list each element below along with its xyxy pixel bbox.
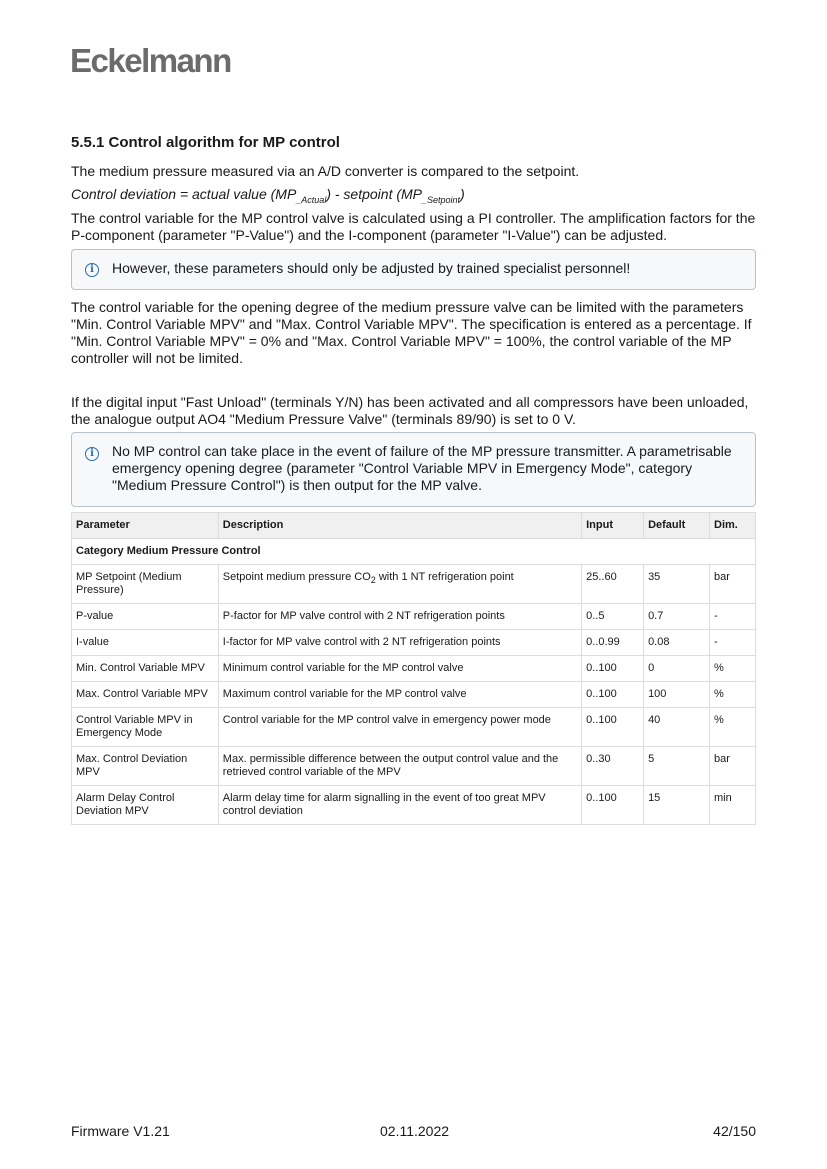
cell-input: 0..30 <box>582 747 644 786</box>
section-heading: 5.5.1 Control algorithm for MP control <box>71 134 340 151</box>
cell-desc: Minimum control variable for the MP control valve <box>218 656 581 682</box>
cell-default: 15 <box>644 786 710 825</box>
cell-dim: - <box>710 604 756 630</box>
table-row <box>72 565 756 604</box>
desc-text: with 1 NT refrigeration point <box>375 571 514 583</box>
footer-page: 42/150 <box>713 1123 756 1139</box>
cell-param: MP Setpoint (Medium Pressure) <box>72 565 219 604</box>
formula-text: ) - setpoint (MP <box>326 186 423 202</box>
cell-dim: - <box>710 630 756 656</box>
cell-desc: Alarm delay time for alarm signalling in the event of too great MPV control deviation <box>218 786 581 825</box>
table-row <box>72 747 756 786</box>
cell-param: Control Variable MPV in Emergency Mode <box>72 708 219 747</box>
col-header: Default <box>644 513 710 539</box>
col-header: Parameter <box>72 513 219 539</box>
cell-input: 25..60 <box>582 565 644 604</box>
formula-sub: _Setpoint <box>422 194 461 205</box>
cell-default: 0.08 <box>644 630 710 656</box>
info-note <box>71 432 756 507</box>
paragraph-limits: The control variable for the opening degree of the medium pressure valve can be limited with the parameters "Min. Control Variable MPV" and "Max. Control Variable MPV". The specification is entered as a percentage. If "Min. Control Variable MPV" = 0% and "Max. Control Variable MPV" = 100%, the control variable of the MP controller will not be limited. <box>71 299 752 366</box>
cell-desc: Maximum control variable for the MP control valve <box>218 682 581 708</box>
cell-param: Min. Control Variable MPV <box>72 656 219 682</box>
cell-default: 0 <box>644 656 710 682</box>
desc-text: Setpoint medium pressure CO <box>222 571 371 583</box>
cell-input: 0..100 <box>582 786 644 825</box>
paragraph-intro: The medium pressure measured via an A/D converter is compared to the setpoint. <box>71 163 580 179</box>
table-row <box>72 708 756 747</box>
logo: Eckelmann <box>70 42 231 79</box>
formula <box>71 186 465 209</box>
paragraph-fast-unload: If the digital input "Fast Unload" (terminals Y/N) has been activated and all compressors have been unloaded, the analogue output AO4 "Medium Pressure Valve" (terminals 89/90) is set to 0 V. <box>71 394 749 427</box>
col-header: Description <box>218 513 581 539</box>
table-row <box>72 604 756 630</box>
col-header: Input <box>582 513 644 539</box>
desc-sub: 2 <box>370 575 376 586</box>
cell-input: 0..100 <box>582 682 644 708</box>
cell-param: Max. Control Deviation MPV <box>72 747 219 786</box>
cell-dim: % <box>710 708 756 747</box>
table-row <box>72 630 756 656</box>
col-header: Dim. <box>710 513 756 539</box>
formula-text: Control deviation = actual value (MP <box>71 186 297 202</box>
cell-param: I-value <box>72 630 219 656</box>
cell-default: 100 <box>644 682 710 708</box>
table-row <box>72 786 756 825</box>
footer-date: 02.11.2022 <box>380 1123 450 1139</box>
info-note <box>71 249 756 290</box>
cell-input: 0..5 <box>582 604 644 630</box>
footer-firmware: Firmware V1.21 <box>71 1123 170 1139</box>
note-text: No MP control can take place in the event of failure of the MP pressure transmitter. A parametrisable emergency opening degree (parameter "Control Variable MPV in Emergency Mode", category "Medium Pressure Control") is then output for the MP valve. <box>112 443 732 493</box>
info-icon: i <box>85 263 99 277</box>
table-header <box>72 513 756 539</box>
formula-text: ) <box>460 186 465 202</box>
table-row <box>72 656 756 682</box>
cell-desc: P-factor for MP valve control with 2 NT refrigeration points <box>218 604 581 630</box>
note-text: However, these parameters should only be adjusted by trained specialist personnel! <box>112 260 631 276</box>
table-row <box>72 682 756 708</box>
cell-default: 0.7 <box>644 604 710 630</box>
cell-dim: bar <box>710 565 756 604</box>
cell-default: 5 <box>644 747 710 786</box>
cell-input: 0..100 <box>582 656 644 682</box>
cell-default: 40 <box>644 708 710 747</box>
cell-dim: min <box>710 786 756 825</box>
cell-dim: % <box>710 682 756 708</box>
cell-desc: Control variable for the MP control valve in emergency power mode <box>218 708 581 747</box>
formula-sub: _Actual <box>296 194 327 205</box>
info-icon: i <box>85 447 99 461</box>
cell-input: 0..100 <box>582 708 644 747</box>
cell-param: Max. Control Variable MPV <box>72 682 219 708</box>
cell-input: 0..0.99 <box>582 630 644 656</box>
cell-dim: % <box>710 656 756 682</box>
cell-dim: bar <box>710 747 756 786</box>
cell-param: P-value <box>72 604 219 630</box>
parameter-table <box>71 512 756 825</box>
cell-param: Alarm Delay Control Deviation MPV <box>72 786 219 825</box>
cell-desc: Max. permissible difference between the output control value and the retrieved control variable of the MPV <box>218 747 581 786</box>
category-row: Category Medium Pressure Control <box>72 539 756 565</box>
paragraph-pi: The control variable for the MP control valve is calculated using a PI controller. The amplification factors for the P-component (parameter "P-Value") and the I-component (parameter "I-Value") can be adjusted. <box>71 210 756 243</box>
cell-desc <box>218 565 581 604</box>
cell-desc: I-factor for MP valve control with 2 NT refrigeration points <box>218 630 581 656</box>
cell-default: 35 <box>644 565 710 604</box>
